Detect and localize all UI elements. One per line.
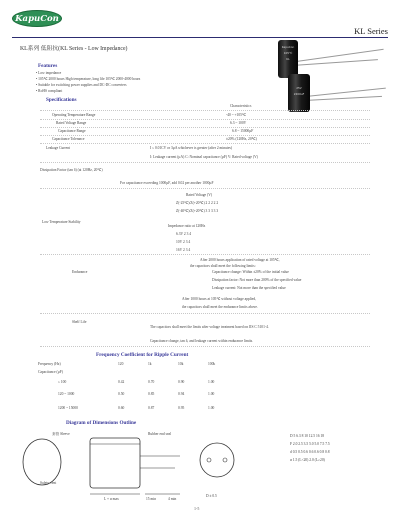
shelf-life-line: Capacitance change, tan δ, and leakage current within endurance limits. — [150, 339, 254, 343]
lead-length-label: 4 min — [168, 497, 177, 501]
endurance-label: Endurance — [72, 270, 88, 274]
header-rule — [12, 37, 388, 38]
low-temp-row: 6.3V 2 3 4 — [176, 232, 192, 236]
features-heading: Features — [38, 63, 58, 69]
dimension-note: d 0.5 0.5 0.6 0.6 0.6 0.8 0.8 — [290, 450, 330, 454]
low-temp-row: 16V 2 3 4 — [176, 248, 191, 252]
spec-label: Capacitance Tolerance — [52, 137, 85, 141]
table-row: Capacitance (µF) — [38, 370, 63, 374]
page-title: KL系列 低阻抗(KL Series - Low Impedance) — [20, 46, 128, 52]
spec-label: Operating Temperature Range — [52, 113, 96, 117]
feature-line: • RoHS compliant — [36, 89, 63, 93]
lead-wire — [302, 96, 382, 101]
spec-value: ±20% (120Hz, 20℃) — [226, 137, 257, 141]
spec-value: -40 ~ +105℃ — [226, 113, 246, 117]
sleeve-label: 套管 Sleeve — [52, 432, 70, 436]
table-rule — [40, 162, 370, 163]
endurance-line: After 2000 hours application of rated voltage at 105℃, — [200, 258, 280, 262]
endurance-line: Dissipation factor: Not more than 200% of the specified value — [212, 278, 302, 282]
frequency-heading: Frequency Coefficient for Ripple Current — [96, 352, 189, 358]
endurance-line: Leakage current: Not more than the specified value — [212, 286, 286, 290]
low-temp-label: Low Temperature Stability — [42, 220, 81, 224]
series-label: KL Series — [354, 26, 388, 36]
brand-logo — [12, 10, 62, 27]
spec-label: Dissipation Factor (tan δ) (at 120Hz, 20℃) — [40, 168, 103, 172]
table-rule — [40, 127, 370, 128]
spec-value: I: Leakage current (µA) C: Nominal capacitance (µF) V: Rated voltage (V) — [150, 155, 258, 159]
feature-line: • Low impedance — [36, 71, 62, 75]
spec-value: 6.8 ~ 15000µF — [232, 129, 254, 133]
feature-line: • Suitable for switching power supplies and DC-DC converters — [36, 83, 127, 87]
page-number: 1-5 — [194, 506, 200, 511]
top-view-outline — [200, 443, 234, 477]
dimension-note: α 1.5 (L<20) 2.0 (L≥20) — [290, 458, 325, 462]
diameter-label: D ± 0.5 — [206, 494, 217, 498]
table-rule — [40, 254, 370, 255]
length-label: L + α max — [104, 497, 119, 501]
table-rule — [40, 313, 370, 314]
bottom-view-outline — [23, 439, 61, 485]
lead-length-label: 15 min — [146, 497, 157, 501]
dimension-note: D 5 6.3 8 10 12.5 16 18 — [290, 434, 325, 438]
endurance-line: After 1000 hours at 105℃ without voltage applied, — [182, 297, 257, 301]
endurance-line: the capacitors shall meet the endurance limits above. — [182, 305, 258, 309]
table-rule — [40, 346, 370, 347]
table-rule — [40, 143, 370, 144]
table-rule — [40, 135, 370, 136]
shelf-life-label: Shelf Life — [72, 320, 87, 324]
side-view-body — [90, 438, 140, 488]
lead-hole — [207, 458, 211, 462]
specifications-heading: Specifications — [46, 97, 77, 103]
capacitor-image: 25V 2200uF — [288, 74, 310, 112]
low-temp-row: Z(-25℃)/Z(+20℃) 2 2 2 2 2 — [176, 201, 219, 205]
shelf-life-line: The capacitors shall meet the limits after voltage treatment based on JIS C 5101-4. — [150, 325, 269, 329]
endurance-line: the capacitors shall meet the following limits: — [190, 264, 256, 268]
table-rule — [40, 110, 370, 111]
spec-label: Leakage Current — [46, 146, 71, 150]
spec-label: Rated Voltage Range — [56, 121, 87, 125]
low-temp-row: 10V 2 3 4 — [176, 240, 191, 244]
endurance-line: Capacitance change: Within ±20% of the initial value — [212, 270, 289, 274]
lead-hole — [223, 458, 227, 462]
brand-logo-text: KapuCon — [15, 14, 59, 24]
spec-column-header: Characteristics — [230, 104, 252, 108]
spec-value: For capacitance exceeding 1000µF, add 0.02 per another 1000µF — [120, 181, 214, 185]
table-rule — [40, 188, 370, 189]
low-temp-row: Impedance ratio at 120Hz — [168, 224, 206, 228]
rubber-label: Rubber end seal — [148, 432, 172, 436]
low-temp-row: Z(-40℃)/Z(+20℃) 3 3 3 3 3 — [176, 209, 219, 213]
vent-label: Safety vent — [40, 481, 57, 485]
table-rule — [40, 119, 370, 120]
feature-line: • 105℃ 2000 hours High temperature, long life 105℃ 2000-4000 hours — [36, 77, 141, 81]
dimension-diagram — [20, 426, 250, 502]
dimensions-heading: Diagram of Dimensions Outline — [66, 420, 137, 426]
product-photo — [278, 40, 390, 114]
dimension-note: F 2.0 2.5 3.5 5.0 5.0 7.5 7.5 — [290, 442, 330, 446]
spec-value: 6.3 ~ 100V — [230, 121, 247, 125]
low-temp-header: Rated Voltage (V) — [186, 193, 213, 197]
capacitor-image: KapuCon 105℃ KL — [278, 40, 298, 78]
spec-value: I ≤ 0.01CV or 3µA whichever is greater (after 2 minutes) — [150, 146, 233, 150]
spec-label: Capacitance Range — [58, 129, 86, 133]
